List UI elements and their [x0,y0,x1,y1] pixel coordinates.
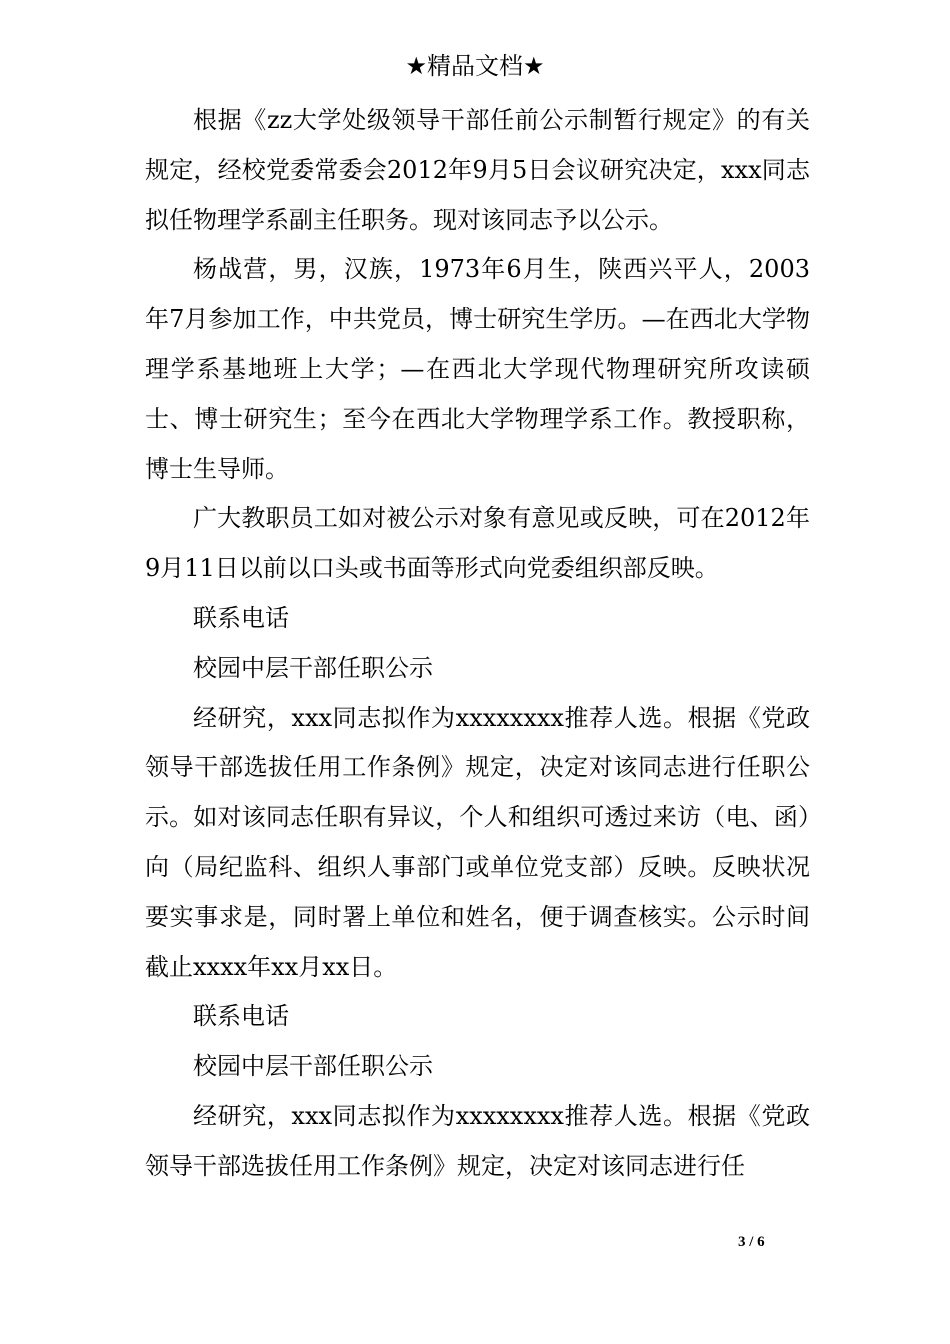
paragraph-section-title: 校园中层干部任职公示 [193,653,433,682]
paragraph-notice-body: 经研究，xxx同志拟作为xxxxxxxx推荐人选。根据《党政领导干部选拔任用工作条例》规定，决定对该同志进行任职公示。如对该同志任职有异议，个人和组织可透过来访（电、函）向（局纪监科、组织人事部门或单位党支部）反映。反映状况要实事求是，同时署上单位和姓名，便于调查核实。公示时间截止xxxx年xx月xx日。 [145,703,810,981]
page-header [0,46,950,86]
paragraph-feedback-instructions: 广大教职员工如对被公示对象有意见或反映，可在2012年9月11日以前以口头或书面等形式向党委组织部反映。 [145,504,810,583]
document-body [145,96,810,1192]
paragraph-contact-phone: 联系电话 [193,1002,289,1031]
paragraph-announcement: 根据《zz大学处级领导干部任前公示制暂行规定》的有关规定，经校党委常委会2012年9月5日会议研究决定，xxx同志拟任物理学系副主任职务。现对该同志予以公示。 [145,106,810,234]
paragraph-candidate-profile: 杨战营，男，汉族，1973年6月生，陕西兴平人，2003年7月参加工作，中共党员，博士研究生学历。—在西北大学物理学系基地班上大学；—在西北大学现代物理研究所攻读硕士、博士研究生；至今在西北大学物理学系工作。教授职称，博士生导师。 [145,255,810,483]
header-title: ★精品文档★ [405,52,545,80]
paragraph-notice-body: 经研究，xxx同志拟作为xxxxxxxx推荐人选。根据《党政领导干部选拔任用工作条例》规定，决定对该同志进行任 [145,1101,810,1180]
paragraph-section-title: 校园中层干部任职公示 [193,1052,433,1081]
paragraph-contact-phone: 联系电话 [193,603,289,632]
page-number: 3 / 6 [738,1234,765,1250]
